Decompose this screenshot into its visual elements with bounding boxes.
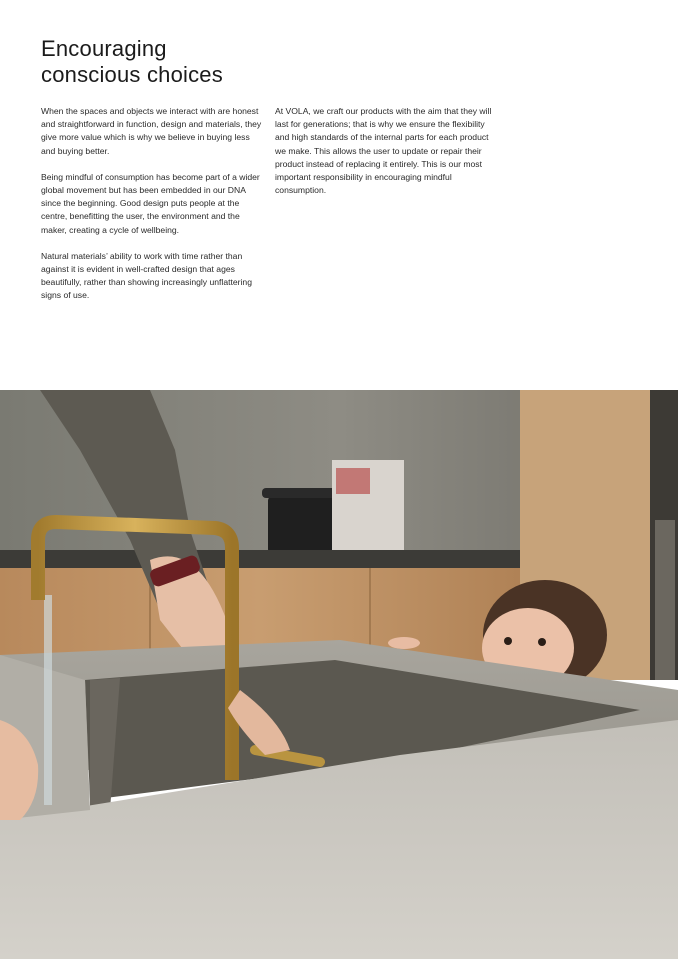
page-title: [41, 36, 301, 88]
paragraph-honest-design: When the spaces and objects we interact with are honest and straightforward in function, design and materials, they give more value which is why we believe in buying less and buying better.: [41, 106, 262, 156]
paragraph-mindful-consumption: Being mindful of consumption has become part of a wider global movement but has been embedded in our DNA since the beginning. Good design puts people at the centre, benefitting the user, the environment and the maker, creating a cycle of wellbeing.: [41, 171, 260, 235]
title-line-2: conscious choices: [41, 62, 223, 87]
kitchen-sink-photo: [0, 390, 678, 959]
right-text-column: [275, 105, 500, 210]
paragraph-natural-materials: Natural materials’ ability to work with time rather than against it is evident in well-crafted design that ages beautifully, rather than showing increasingly unflattering signs of use.: [41, 250, 252, 301]
title-line-1: Encouraging: [41, 36, 167, 61]
paragraph-vola-craft: At VOLA, we craft our products with the aim that they will last for generations; that is why we ensure the flexibility and high standards of the internal parts for each product we make. This allows the user to update or repair their product instead of replacing it entirely. This is our most important responsibility in encouraging mindful consumption.: [275, 106, 492, 196]
left-text-column: [41, 105, 263, 316]
